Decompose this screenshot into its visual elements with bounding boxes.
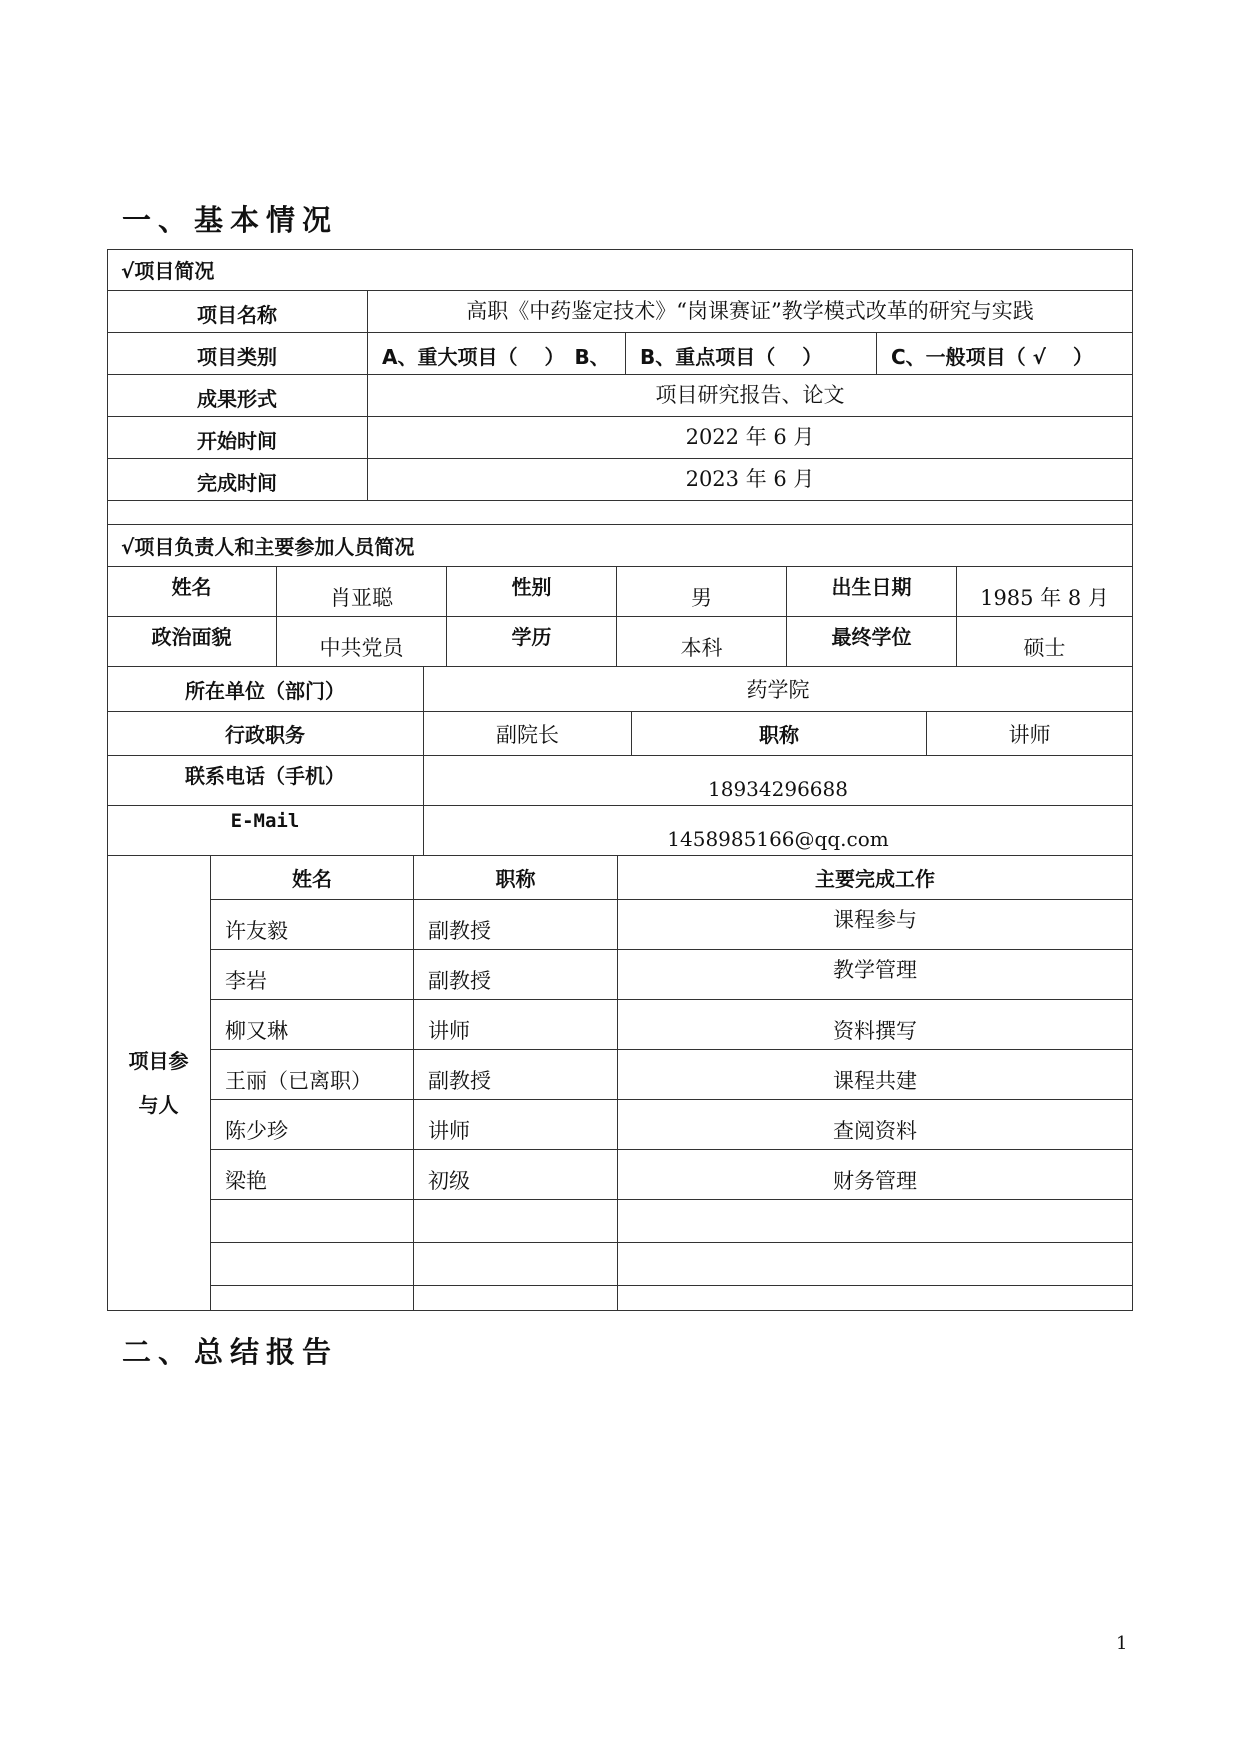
birth-date-value: 1985 年 8 月 xyxy=(957,567,1133,617)
project-name-label: 项目名称 xyxy=(107,291,368,333)
end-time-value: 2023 年 6 月 xyxy=(368,459,1133,501)
start-time-label: 开始时间 xyxy=(107,417,368,459)
email-label: E-Mail xyxy=(107,806,424,856)
type-option-key: B、重点项目（ ） xyxy=(626,333,877,375)
gender-label: 性别 xyxy=(447,567,617,617)
political-status-value: 中共党员 xyxy=(277,617,447,667)
result-form-value: 项目研究报告、论文 xyxy=(368,375,1133,417)
page-number: 1 xyxy=(1116,1633,1128,1654)
gender-value: 男 xyxy=(617,567,787,617)
result-form-label: 成果形式 xyxy=(107,375,368,417)
empty-cell xyxy=(211,1286,414,1311)
degree-label: 最终学位 xyxy=(787,617,957,667)
participant-title: 初级 xyxy=(414,1150,618,1200)
participants-label-line2: 与人 xyxy=(138,1093,179,1117)
education-label: 学历 xyxy=(447,617,617,667)
empty-cell xyxy=(211,1200,414,1243)
empty-cell xyxy=(618,1200,1133,1243)
participant-work: 财务管理 xyxy=(618,1150,1133,1200)
type-option-general: C、一般项目（ √ ） xyxy=(877,333,1133,375)
participant-name: 李岩 xyxy=(211,950,414,1000)
degree-value: 硕士 xyxy=(957,617,1133,667)
participant-work: 教学管理 xyxy=(618,950,1133,1000)
col-header-work: 主要完成工作 xyxy=(618,856,1133,900)
participant-work: 课程参与 xyxy=(618,900,1133,950)
participant-work: 课程共建 xyxy=(618,1050,1133,1100)
education-value: 本科 xyxy=(617,617,787,667)
spacer-row xyxy=(107,501,1133,525)
project-name-value: 高职《中药鉴定技术》“岗课赛证”教学模式改革的研究与实践 xyxy=(368,291,1133,333)
section-heading-summary: 二、总结报告 xyxy=(122,1335,339,1369)
political-status-label: 政治面貌 xyxy=(107,617,277,667)
phone-value: 18934296688 xyxy=(424,756,1133,806)
participant-work: 查阅资料 xyxy=(618,1100,1133,1150)
participant-name: 许友毅 xyxy=(211,900,414,950)
participant-name: 王丽（已离职） xyxy=(211,1050,414,1100)
unit-value: 药学院 xyxy=(424,667,1133,712)
participant-name: 梁艳 xyxy=(211,1150,414,1200)
project-type-label: 项目类别 xyxy=(107,333,368,375)
participants-label xyxy=(107,856,211,1311)
unit-label: 所在单位（部门） xyxy=(107,667,424,712)
participant-title: 讲师 xyxy=(414,1000,618,1050)
participants-label-line1: 项目参 xyxy=(128,1049,189,1073)
leader-header: √项目负责人和主要参加人员简况 xyxy=(107,525,1133,567)
empty-cell xyxy=(414,1286,618,1311)
empty-cell xyxy=(414,1200,618,1243)
admin-position-label: 行政职务 xyxy=(107,712,424,756)
participant-title: 副教授 xyxy=(414,1050,618,1100)
section-heading-basic: 一、基本情况 xyxy=(122,203,339,237)
empty-cell xyxy=(211,1243,414,1286)
participant-work: 资料撰写 xyxy=(618,1000,1133,1050)
col-header-name: 姓名 xyxy=(211,856,414,900)
col-header-title: 职称 xyxy=(414,856,618,900)
leader-name-value: 肖亚聪 xyxy=(277,567,447,617)
empty-cell xyxy=(618,1286,1133,1311)
start-time-value: 2022 年 6 月 xyxy=(368,417,1133,459)
participant-title: 副教授 xyxy=(414,950,618,1000)
empty-cell xyxy=(414,1243,618,1286)
leader-name-label: 姓名 xyxy=(107,567,277,617)
phone-label: 联系电话（手机） xyxy=(107,756,424,806)
overview-header: √项目简况 xyxy=(107,249,1133,291)
pro-title-label: 职称 xyxy=(632,712,927,756)
empty-cell xyxy=(618,1243,1133,1286)
participant-title: 讲师 xyxy=(414,1100,618,1150)
admin-position-value: 副院长 xyxy=(424,712,632,756)
participant-name: 陈少珍 xyxy=(211,1100,414,1150)
pro-title-value: 讲师 xyxy=(927,712,1133,756)
type-option-major: A、重大项目（ ） B、 xyxy=(368,333,626,375)
birth-date-label: 出生日期 xyxy=(787,567,957,617)
email-value: 1458985166@qq.com xyxy=(424,806,1133,856)
participant-title: 副教授 xyxy=(414,900,618,950)
participant-name: 柳又琳 xyxy=(211,1000,414,1050)
end-time-label: 完成时间 xyxy=(107,459,368,501)
